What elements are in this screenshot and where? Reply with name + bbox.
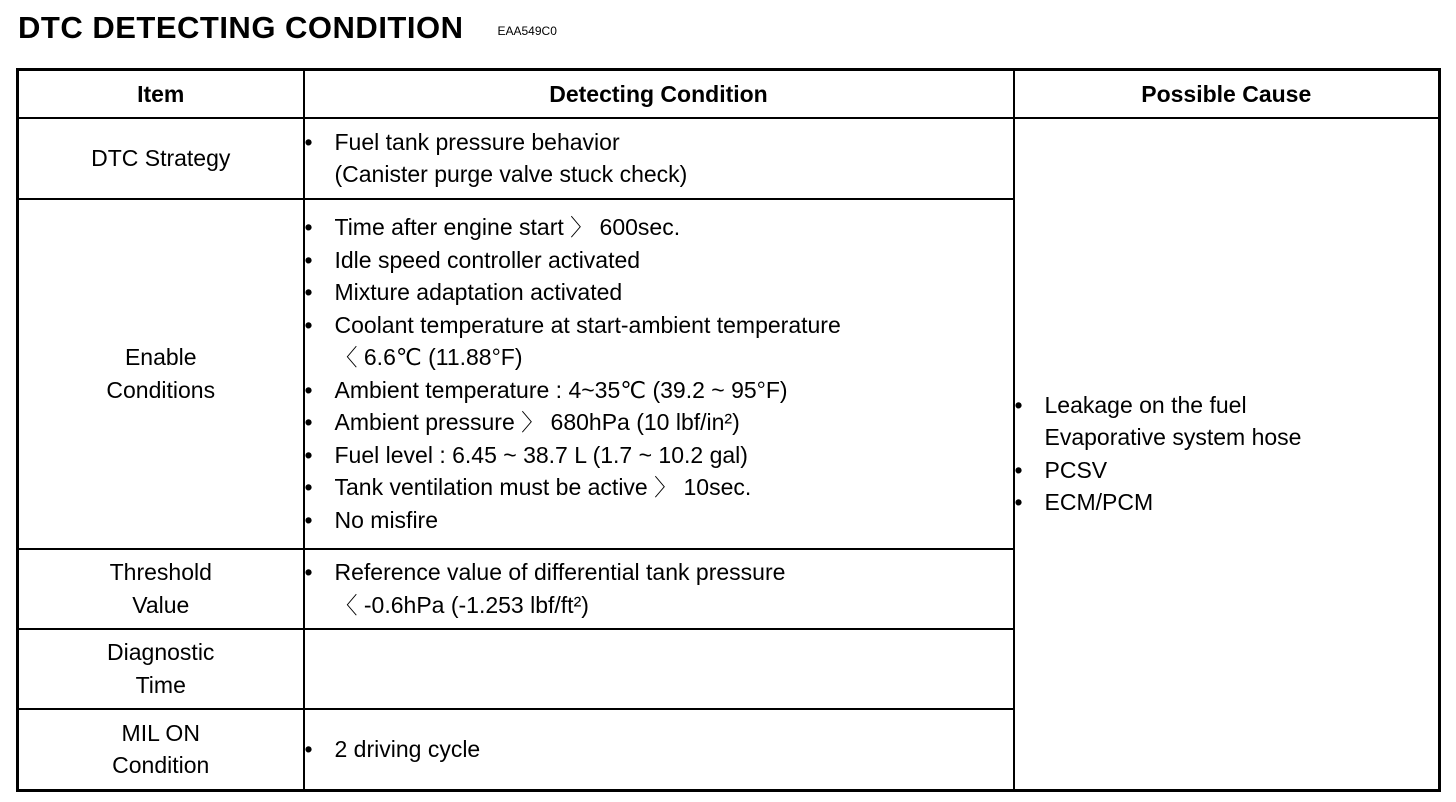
condition-item: • Reference value of differential tank pressure 〈 -0.6hPa (-1.253 lbf/ft²)	[305, 556, 1013, 621]
condition-list	[305, 556, 1013, 621]
column-header-item: Item	[18, 70, 304, 118]
condition-list	[305, 126, 1013, 191]
table-row-dtc-strategy	[18, 118, 1440, 199]
condition-item: • Ambient pressure 〉 680hPa (10 lbf/in²)	[305, 406, 1013, 439]
item-label: Enable	[124, 344, 197, 370]
item-cell-enable-conditions	[18, 199, 304, 549]
condition-list	[305, 733, 1013, 766]
item-cell-dtc-strategy	[18, 118, 304, 199]
cause-item: • Leakage on the fuel Evaporative system hose	[1015, 389, 1439, 454]
document-code: EAA549C0	[497, 24, 557, 38]
column-header-possible-cause: Possible Cause	[1014, 70, 1440, 118]
condition-item: • 2 driving cycle	[305, 733, 1013, 766]
possible-cause-list	[1015, 389, 1439, 519]
item-label: Time	[135, 671, 186, 698]
condition-item: • Mixture adaptation activated	[305, 276, 1013, 309]
condition-item: • Coolant temperature at start-ambient temperature 〈 6.6℃ (11.88°F)	[305, 309, 1013, 374]
header-row	[18, 70, 1440, 118]
item-cell-diagnostic-time	[18, 629, 304, 709]
item-label: Diagnostic	[107, 639, 215, 665]
condition-item: • Tank ventilation must be active 〉 10sec.	[305, 471, 1013, 504]
column-header-detecting-condition: Detecting Condition	[304, 70, 1014, 118]
condition-item: • Ambient temperature : 4~35℃ (39.2 ~ 95°F)	[305, 374, 1013, 407]
condition-cell-threshold-value	[304, 549, 1014, 629]
condition-list	[305, 211, 1013, 536]
item-label: Conditions	[106, 376, 216, 403]
possible-cause-cell	[1014, 118, 1440, 791]
condition-cell-dtc-strategy	[304, 118, 1014, 199]
condition-item: • No misfire	[305, 504, 1013, 537]
item-cell-mil-on-condition	[18, 709, 304, 791]
condition-item: • Fuel tank pressure behavior (Canister purge valve stuck check)	[305, 126, 1013, 191]
item-cell-threshold-value	[18, 549, 304, 629]
item-label: Condition	[112, 752, 210, 779]
cause-item: • ECM/PCM	[1015, 486, 1439, 519]
condition-item: • Idle speed controller activated	[305, 244, 1013, 277]
item-label: Threshold	[109, 559, 212, 585]
page-title: DTC DETECTING CONDITION	[18, 10, 464, 45]
condition-item: • Time after engine start 〉 600sec.	[305, 211, 1013, 244]
condition-cell-enable-conditions	[304, 199, 1014, 549]
condition-cell-mil-on-condition	[304, 709, 1014, 791]
condition-item: • Fuel level : 6.45 ~ 38.7 L (1.7 ~ 10.2 gal)	[305, 439, 1013, 472]
dtc-condition-table	[16, 68, 1441, 792]
item-label: DTC Strategy	[91, 144, 231, 171]
condition-cell-diagnostic-time	[304, 629, 1014, 709]
title-row	[18, 8, 557, 48]
item-label: Value	[132, 591, 190, 618]
item-label: MIL ON	[121, 719, 200, 746]
cause-item: • PCSV	[1015, 454, 1439, 487]
